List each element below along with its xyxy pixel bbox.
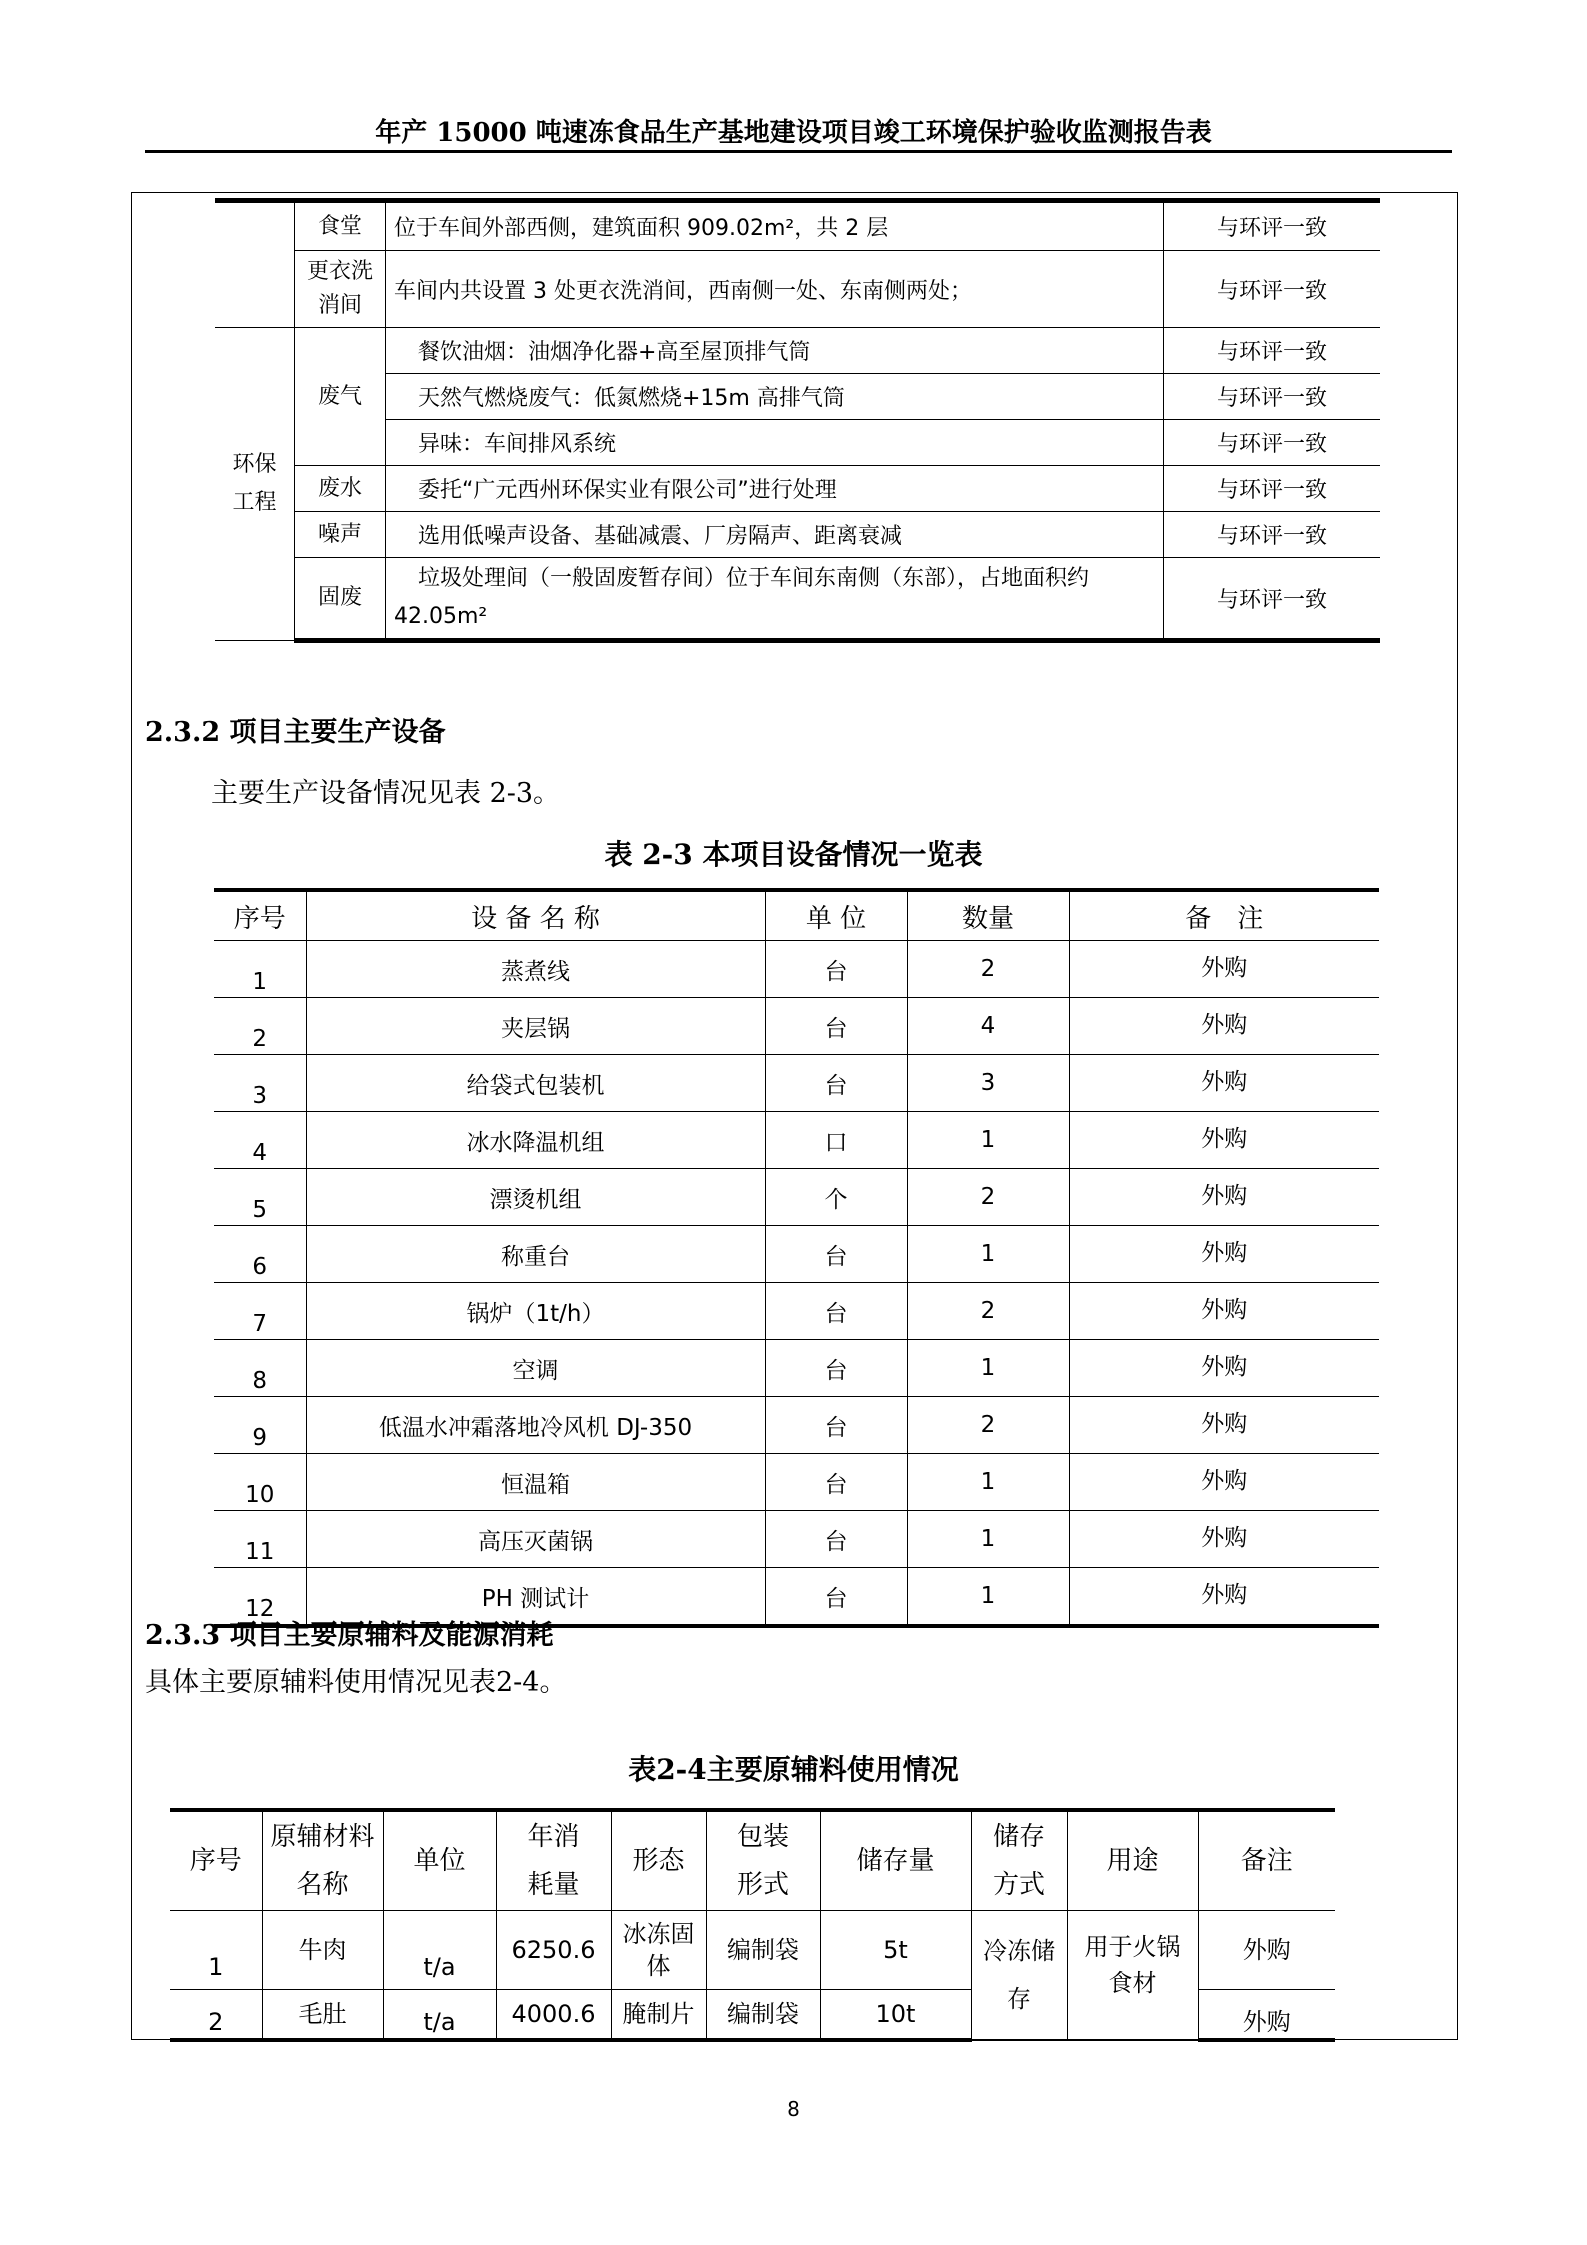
materials-table [170, 1808, 1335, 2042]
sub-item-cell: 固废 [295, 558, 386, 641]
cell-note: 外购 [1198, 1990, 1335, 2041]
cell-no: 6 [214, 1226, 306, 1283]
col-header-line1: 形态 [632, 1846, 685, 1876]
cell-storage [971, 1911, 1067, 2041]
cell-name: 低温水冲霜落地冷风机 DJ-350 [306, 1397, 765, 1454]
cell-name: 高压灭菌锅 [306, 1511, 765, 1568]
cell-unit: 台 [765, 941, 907, 998]
cell-name: 给袋式包装机 [306, 1055, 765, 1112]
cell-qty: 1 [907, 1112, 1069, 1169]
col-header-no: 序号 [214, 890, 306, 941]
cell-no: 2 [214, 998, 306, 1055]
cell-qty: 1 [907, 1340, 1069, 1397]
table-row [214, 1112, 1379, 1169]
sub-item-cell: 废气 [295, 328, 386, 466]
sub-item-cell: 噪声 [295, 512, 386, 558]
cell-unit: 台 [765, 1226, 907, 1283]
col-header [496, 1810, 611, 1911]
col-header [706, 1810, 820, 1911]
col-header-line1: 年消 [527, 1822, 580, 1852]
cell-pack: 编制袋 [706, 1911, 820, 1990]
cell-name: 蒸煮线 [306, 941, 765, 998]
cell-no: 8 [214, 1340, 306, 1397]
header-rule [145, 150, 1452, 153]
desc-cell: 异味：车间排风系统 [386, 420, 1164, 466]
cell-annual: 4000.6 [496, 1990, 611, 2041]
cell-qty: 2 [907, 1169, 1069, 1226]
col-header-line1: 储存 [992, 1822, 1045, 1852]
cell-note: 外购 [1069, 1055, 1379, 1112]
section-intro-2-3-3: 具体主要原辅料使用情况见表2-4。 [145, 1667, 567, 1698]
cell-unit: t/a [383, 1990, 496, 2041]
table-row [214, 1397, 1379, 1454]
category-cell-empty [215, 201, 295, 328]
table-row [214, 1169, 1379, 1226]
cell-unit: 台 [765, 1055, 907, 1112]
col-header [170, 1810, 262, 1911]
col-header-line1: 原辅材料 [270, 1822, 375, 1852]
cell-form-l1: 冰冻固 [622, 1920, 695, 1948]
col-header-qty: 数量 [907, 890, 1069, 941]
cell-note: 外购 [1069, 1454, 1379, 1511]
cell-qty: 2 [907, 941, 1069, 998]
cell-qty: 4 [907, 998, 1069, 1055]
col-header-line1: 单位 [413, 1846, 466, 1876]
cell-no: 2 [170, 1990, 262, 2041]
cell-name: 空调 [306, 1340, 765, 1397]
desc-cell: 委托“广元西州环保实业有限公司”进行处理 [386, 466, 1164, 512]
cell-stock: 10t [820, 1990, 971, 2041]
cell-name: PH 测试计 [306, 1568, 765, 1627]
col-header-note: 备 注 [1069, 890, 1379, 941]
col-header [611, 1810, 706, 1911]
col-header-unit: 单 位 [765, 890, 907, 941]
sub-item-cell: 食堂 [295, 201, 386, 251]
cell-note: 外购 [1069, 1511, 1379, 1568]
cell-unit: 口 [765, 1112, 907, 1169]
cell-unit: 台 [765, 998, 907, 1055]
table-row [214, 1340, 1379, 1397]
cell-usage-l1: 用于火锅 [1084, 1933, 1181, 1961]
col-header-line2: 方式 [992, 1870, 1045, 1900]
cell-no: 7 [214, 1283, 306, 1340]
cell-note: 外购 [1069, 1226, 1379, 1283]
eval-cell: 与环评一致 [1164, 420, 1381, 466]
desc-cell: 选用低噪声设备、基础减震、厂房隔声、距离衰减 [386, 512, 1164, 558]
cell-note: 外购 [1069, 1568, 1379, 1627]
table-row [170, 1911, 1335, 1990]
page-number: 8 [787, 2097, 800, 2121]
cell-note: 外购 [1069, 1169, 1379, 1226]
col-header [971, 1810, 1067, 1911]
env-protection-table [215, 198, 1380, 643]
cell-name: 夹层锅 [306, 998, 765, 1055]
cell-stock: 5t [820, 1911, 971, 1990]
table-row [214, 941, 1379, 998]
cell-unit: 台 [765, 1568, 907, 1627]
sub-locker-l2: 消间 [317, 293, 362, 318]
col-header-line1: 序号 [189, 1846, 242, 1876]
sub-locker-l1: 更衣洗 [306, 259, 373, 284]
cell-no: 12 [214, 1568, 306, 1627]
section-heading-2-3-3: 2.3.3 项目主要原辅料及能源消耗 [145, 1620, 554, 1651]
cell-unit: 台 [765, 1397, 907, 1454]
cell-name: 漂烫机组 [306, 1169, 765, 1226]
eval-cell: 与环评一致 [1164, 201, 1381, 251]
col-header-line1: 储存量 [856, 1846, 935, 1876]
cell-no: 3 [214, 1055, 306, 1112]
cell-note: 外购 [1069, 941, 1379, 998]
cell-unit: 个 [765, 1169, 907, 1226]
table-row [214, 1226, 1379, 1283]
cell-note: 外购 [1069, 1397, 1379, 1454]
table-row [214, 1283, 1379, 1340]
table-caption-2-4: 表2-4主要原辅料使用情况 [628, 1753, 959, 1786]
equipment-table [214, 888, 1379, 1628]
desc-cell: 车间内共设置 3 处更衣洗消间，西南侧一处、东南侧两处； [386, 251, 1164, 328]
cell-name: 牛肉 [262, 1911, 383, 1990]
col-header [820, 1810, 971, 1911]
equipment-table-header [214, 890, 1379, 941]
desc-cell: 天然气燃烧废气：低氮燃烧+15m 高排气筒 [386, 374, 1164, 420]
cell-qty: 1 [907, 1511, 1069, 1568]
table-row [214, 1511, 1379, 1568]
cell-no: 9 [214, 1397, 306, 1454]
cell-form: 腌制片 [611, 1990, 706, 2041]
desc-solid-l2: 42.05m² [394, 604, 488, 629]
eval-cell: 与环评一致 [1164, 328, 1381, 374]
cell-qty: 1 [907, 1454, 1069, 1511]
col-header-line1: 备注 [1240, 1846, 1293, 1876]
cell-no: 5 [214, 1169, 306, 1226]
cell-qty: 3 [907, 1055, 1069, 1112]
cell-usage [1067, 1911, 1198, 2041]
category-cell [215, 328, 295, 641]
cell-annual: 6250.6 [496, 1911, 611, 1990]
desc-canteen: 位于车间外部西侧，建筑面积 909.02m²，共 2 层 [394, 216, 889, 241]
desc-solid-l1: 垃圾处理间（一般固废暂存间）位于车间东南侧（东部），占地面积约 [418, 566, 1090, 591]
sub-item-cell: 废水 [295, 466, 386, 512]
cell-usage-l2: 食材 [1108, 1969, 1157, 1997]
cell-qty: 2 [907, 1397, 1069, 1454]
cell-no: 4 [214, 1112, 306, 1169]
col-header [1198, 1810, 1335, 1911]
cell-qty: 2 [907, 1283, 1069, 1340]
cell-no: 11 [214, 1511, 306, 1568]
col-header-line2: 名称 [296, 1870, 349, 1900]
eval-cell: 与环评一致 [1164, 512, 1381, 558]
cell-form-l2: 体 [646, 1952, 671, 1980]
col-header-line2: 形式 [736, 1870, 789, 1900]
cell-name: 恒温箱 [306, 1454, 765, 1511]
cell-note: 外购 [1198, 1911, 1335, 1990]
desc-cell: 餐饮油烟：油烟净化器+高至屋顶排气筒 [386, 328, 1164, 374]
eval-cell: 与环评一致 [1164, 251, 1381, 328]
cell-name: 称重台 [306, 1226, 765, 1283]
col-header-line1: 用途 [1106, 1846, 1159, 1876]
cell-form [611, 1911, 706, 1990]
table-caption-2-3: 表 2-3 本项目设备情况一览表 [604, 838, 983, 871]
col-header [383, 1810, 496, 1911]
cell-name: 冰水降温机组 [306, 1112, 765, 1169]
cell-note: 外购 [1069, 1283, 1379, 1340]
col-header-line1: 包装 [736, 1822, 789, 1852]
cell-unit: 台 [765, 1283, 907, 1340]
col-header [262, 1810, 383, 1911]
cell-unit: t/a [383, 1911, 496, 1990]
sub-item-cell [295, 251, 386, 328]
materials-table-header [170, 1810, 1335, 1911]
cell-pack: 编制袋 [706, 1990, 820, 2041]
table-row [214, 1055, 1379, 1112]
cell-storage-l2: 存 [1007, 1985, 1031, 2014]
cell-qty: 1 [907, 1226, 1069, 1283]
cell-unit: 台 [765, 1340, 907, 1397]
cell-unit: 台 [765, 1511, 907, 1568]
cell-name: 毛肚 [262, 1990, 383, 2041]
cell-name: 锅炉（1t/h） [306, 1283, 765, 1340]
cell-unit: 台 [765, 1454, 907, 1511]
cell-no: 1 [214, 941, 306, 998]
cell-qty: 1 [907, 1568, 1069, 1627]
desc-cell [386, 201, 1164, 251]
cell-storage-l1: 冷冻储 [983, 1937, 1055, 1966]
eval-cell: 与环评一致 [1164, 374, 1381, 420]
document-header-title: 年产 15000 吨速冻食品生产基地建设项目竣工环境保护验收监测报告表 [375, 118, 1212, 148]
col-header-line2: 耗量 [527, 1870, 580, 1900]
col-header [1067, 1810, 1198, 1911]
eval-cell: 与环评一致 [1164, 466, 1381, 512]
eval-cell: 与环评一致 [1164, 558, 1381, 641]
cell-note: 外购 [1069, 998, 1379, 1055]
cell-no: 1 [170, 1911, 262, 1990]
table-row [214, 998, 1379, 1055]
category-label: 环保工程 [232, 452, 277, 515]
cell-note: 外购 [1069, 1112, 1379, 1169]
col-header-name: 设 备 名 称 [306, 890, 765, 941]
cell-no: 10 [214, 1454, 306, 1511]
cell-note: 外购 [1069, 1340, 1379, 1397]
desc-cell [386, 558, 1164, 641]
section-intro-2-3-2: 主要生产设备情况见表 2-3。 [211, 778, 561, 809]
section-heading-2-3-2: 2.3.2 项目主要生产设备 [145, 717, 446, 748]
table-row [214, 1454, 1379, 1511]
